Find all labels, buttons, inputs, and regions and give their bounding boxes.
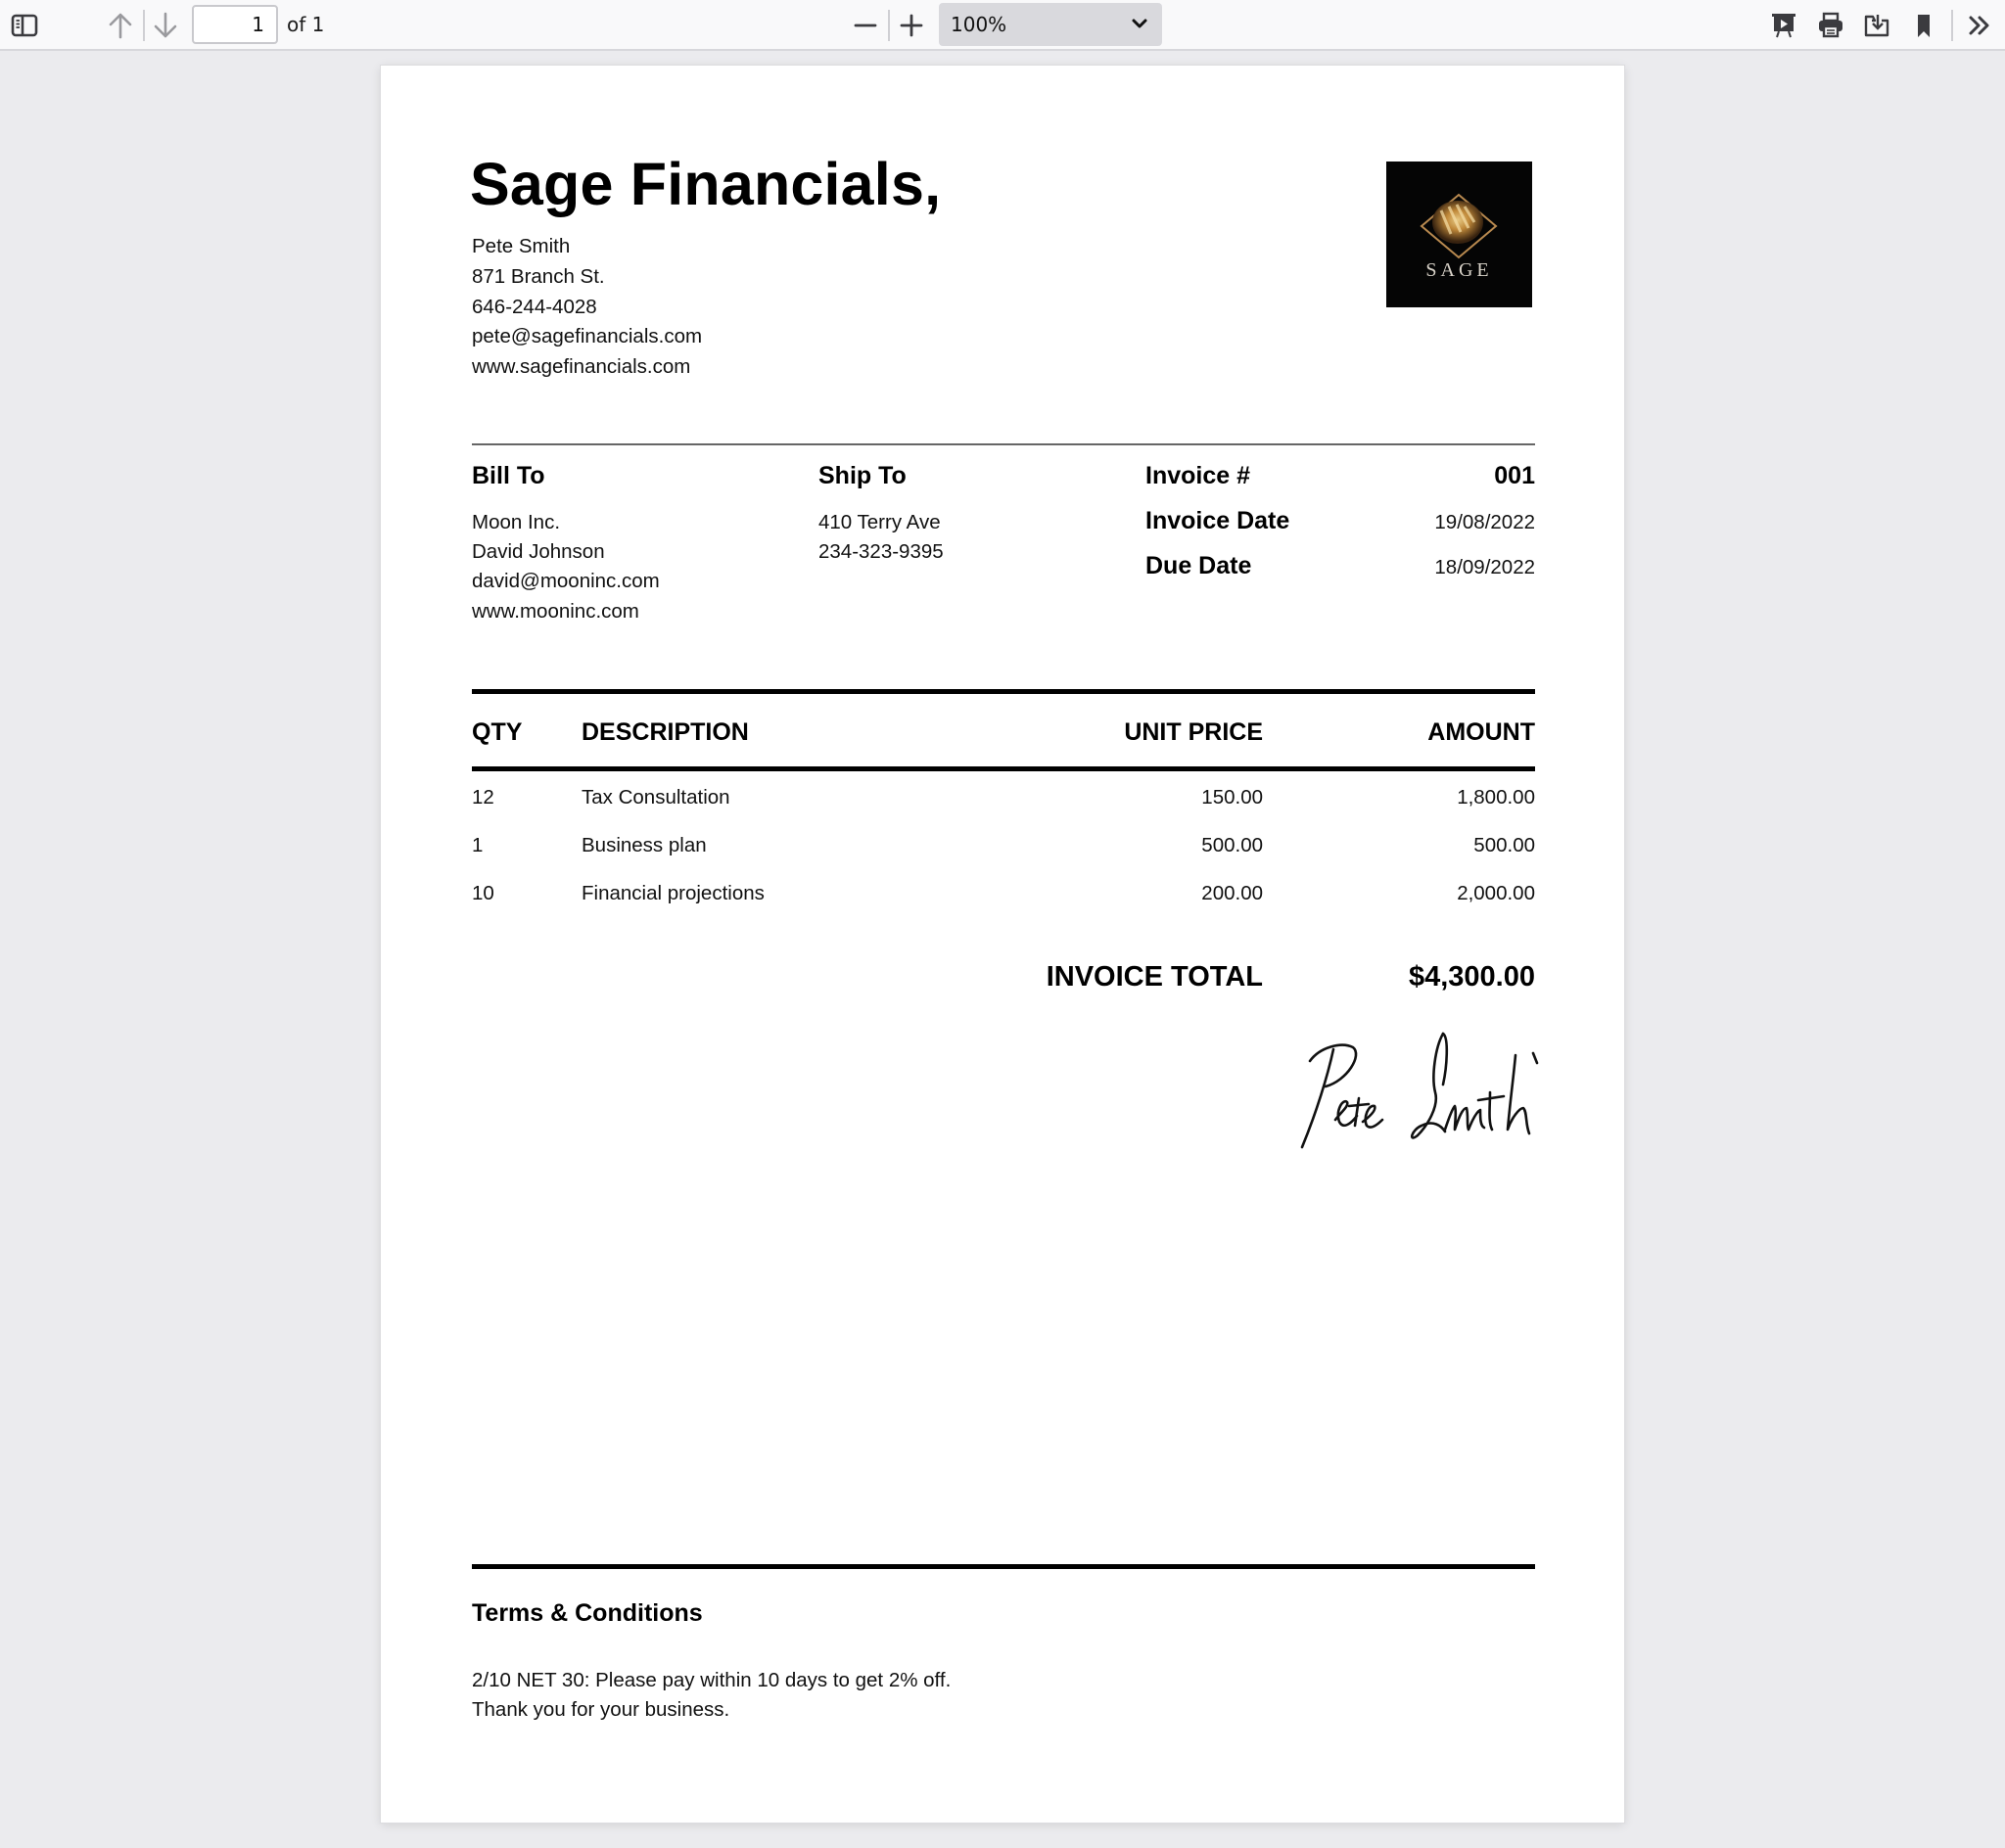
- terms-line: 2/10 NET 30: Please pay within 10 days to get 2% off.: [472, 1669, 952, 1691]
- row-qty: 12: [472, 786, 494, 808]
- row-amount: 1,800.00: [1457, 786, 1535, 808]
- arrow-down-icon: [153, 12, 178, 39]
- bookmark-icon: [1912, 12, 1935, 39]
- double-chevron-right-icon: [1967, 14, 1992, 37]
- terms-heading: Terms & Conditions: [472, 1599, 703, 1627]
- row-description: Tax Consultation: [582, 786, 730, 808]
- company-website: www.sagefinancials.com: [472, 355, 691, 378]
- table-top-rule: [472, 689, 1535, 694]
- plus-icon: [900, 14, 923, 37]
- bill-to-line: David Johnson: [472, 540, 605, 563]
- presentation-mode-button[interactable]: [1764, 6, 1803, 45]
- bill-to-line: david@mooninc.com: [472, 570, 660, 592]
- save-icon: [1863, 12, 1890, 39]
- bill-to-heading: Bill To: [472, 462, 545, 489]
- table-header-rule: [472, 766, 1535, 771]
- column-header-unit-price: UNIT PRICE: [1124, 718, 1263, 746]
- zoom-out-button[interactable]: [846, 6, 885, 45]
- header-divider: [472, 443, 1535, 445]
- company-name: Sage Financials,: [470, 151, 942, 217]
- column-header-description: DESCRIPTION: [582, 718, 749, 746]
- bill-to-line: Moon Inc.: [472, 511, 561, 533]
- arrow-up-icon: [108, 12, 133, 39]
- ship-to-line: 410 Terry Ave: [818, 511, 941, 533]
- sage-diamond-logo-icon: [1386, 162, 1532, 307]
- due-date-label: Due Date: [1145, 552, 1252, 579]
- pdf-viewer-toolbar: [0, 0, 2005, 51]
- invoice-total-label: INVOICE TOTAL: [1046, 961, 1263, 993]
- invoice-date-label: Invoice Date: [1145, 507, 1290, 534]
- bill-to-line: www.mooninc.com: [472, 600, 639, 623]
- company-street: 871 Branch St.: [472, 265, 605, 288]
- company-contact-name: Pete Smith: [472, 235, 571, 257]
- row-amount: 2,000.00: [1457, 882, 1535, 904]
- logo-text: SAGE: [1425, 259, 1493, 281]
- column-header-amount: AMOUNT: [1427, 718, 1535, 746]
- bookmark-button[interactable]: [1904, 6, 1943, 45]
- save-button[interactable]: [1857, 6, 1896, 45]
- row-unit-price: 200.00: [1201, 882, 1263, 904]
- terms-divider: [472, 1564, 1535, 1569]
- print-button[interactable]: [1811, 6, 1850, 45]
- due-date-value: 18/09/2022: [1434, 556, 1535, 578]
- company-logo: [1386, 162, 1532, 307]
- sidebar-toggle-icon: [11, 14, 38, 37]
- toolbar-divider: [143, 10, 145, 41]
- invoice-date-value: 19/08/2022: [1434, 511, 1535, 533]
- presentation-mode-icon: [1770, 12, 1797, 39]
- row-unit-price: 150.00: [1201, 786, 1263, 808]
- row-description: Business plan: [582, 834, 707, 856]
- column-header-qty: QTY: [472, 718, 523, 746]
- chevron-down-icon: [1131, 15, 1148, 32]
- row-amount: 500.00: [1473, 834, 1535, 856]
- page-number-input[interactable]: 1: [192, 5, 278, 44]
- next-page-button[interactable]: [146, 6, 185, 45]
- toolbar-divider: [888, 10, 890, 41]
- sidebar-toggle-button[interactable]: [5, 6, 44, 45]
- previous-page-button[interactable]: [101, 6, 140, 45]
- row-description: Financial projections: [582, 882, 765, 904]
- tools-menu-button[interactable]: [1960, 6, 1999, 45]
- page-count-label: of 1: [287, 13, 325, 36]
- company-email: pete@sagefinancials.com: [472, 325, 703, 347]
- invoice-number-label: Invoice #: [1145, 462, 1250, 489]
- minus-icon: [854, 14, 877, 37]
- print-icon: [1817, 12, 1844, 39]
- row-qty: 10: [472, 882, 494, 904]
- ship-to-line: 234-323-9395: [818, 540, 944, 563]
- zoom-in-button[interactable]: [892, 6, 931, 45]
- zoom-level-select[interactable]: [939, 3, 1162, 46]
- pdf-page: [381, 66, 1624, 1823]
- row-qty: 1: [472, 834, 484, 856]
- zoom-level-value: 100%: [951, 13, 1007, 36]
- toolbar-divider: [1951, 10, 1953, 41]
- signature-image: [1298, 1028, 1545, 1151]
- row-unit-price: 500.00: [1201, 834, 1263, 856]
- ship-to-heading: Ship To: [818, 462, 907, 489]
- invoice-total-value: $4,300.00: [1408, 961, 1535, 993]
- terms-line: Thank you for your business.: [472, 1698, 730, 1721]
- company-phone: 646-244-4028: [472, 296, 597, 318]
- invoice-number-value: 001: [1494, 462, 1535, 489]
